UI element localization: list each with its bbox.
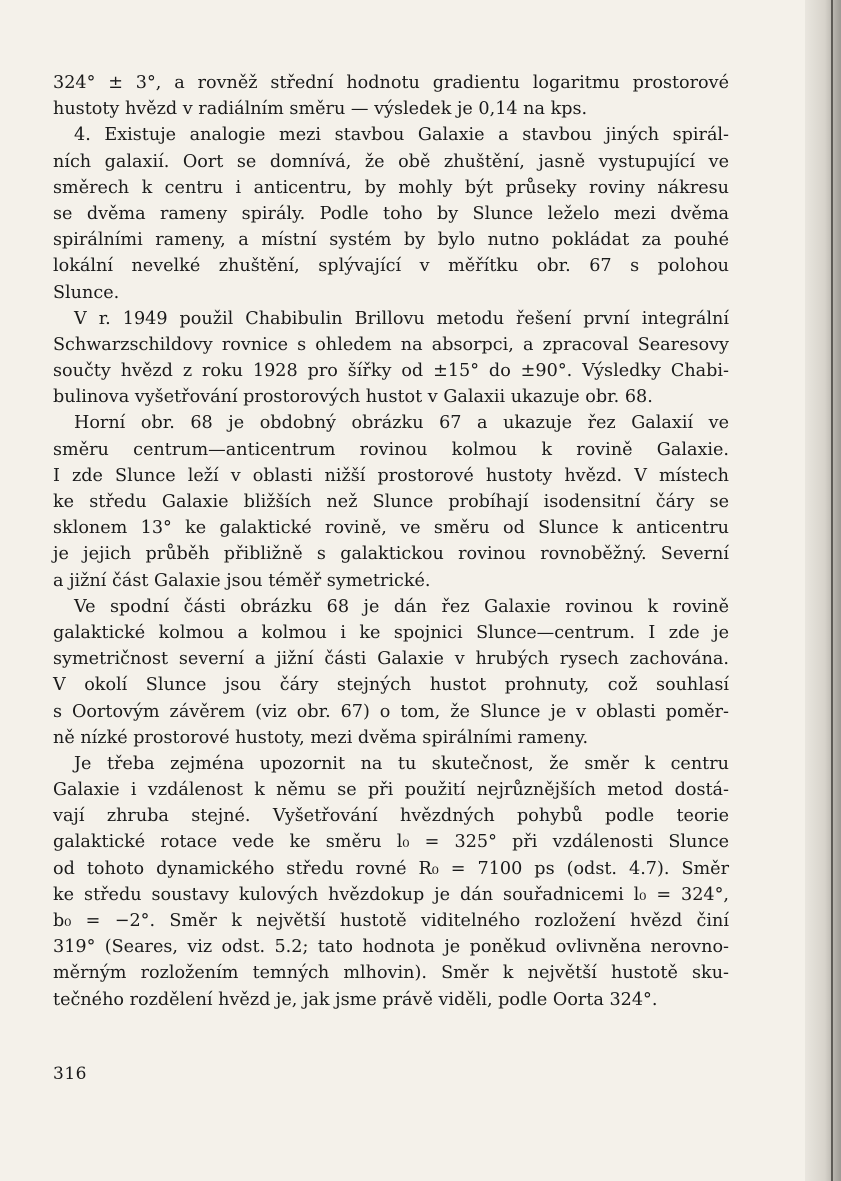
text-line: je jejich průběh přibližně s galaktickou rovinou rovnoběžný. Severní bbox=[53, 544, 729, 565]
text-line: Slunce. bbox=[53, 282, 120, 303]
text-line: V okolí Slunce jsou čáry stejných hustot prohnuty, což souhlasí bbox=[53, 675, 729, 696]
body-text bbox=[53, 70, 729, 1013]
text-line: se dvěma rameny spirály. Podle toho by Slunce leželo mezi dvěma bbox=[53, 203, 729, 224]
text-line: s Oortovým závěrem (viz obr. 67) o tom, že Slunce je v oblasti poměr- bbox=[53, 701, 729, 722]
text-line: Ve spodní části obrázku 68 je dán řez Galaxie rovinou k rovině bbox=[74, 596, 729, 617]
text-line: Galaxie i vzdálenost k němu se při použití nejrůznějších metod dostá- bbox=[53, 780, 729, 801]
text-line: b₀ = −2°. Směr k největší hustotě viditelného rozložení hvězd činí bbox=[53, 911, 729, 931]
text-line: 4. Existuje analogie mezi stavbou Galaxie a stavbou jiných spirál- bbox=[74, 125, 729, 146]
text-line: Schwarzschildovy rovnice s ohledem na absorpci, a zpracoval Searesovy bbox=[53, 334, 729, 355]
text-line: hustoty hvězd v radiálním směru — výsledek je 0,14 na kps. bbox=[53, 99, 588, 120]
text-line: sklonem 13° ke galaktické rovině, ve směru od Slunce k anticentru bbox=[53, 518, 729, 539]
text-line: galaktické kolmou a kolmou i ke spojnici Slunce—centrum. I zde je bbox=[53, 622, 729, 643]
text-line: ních galaxií. Oort se domnívá, že obě zhuštění, jasně vystupující ve bbox=[53, 151, 729, 172]
text-line: ke středu soustavy kulových hvězdokup je dán souřadnicemi l₀ = 324°, bbox=[53, 884, 729, 905]
text-line: bulinova vyšetřování prostorových hustot v Galaxii ukazuje obr. 68. bbox=[53, 387, 653, 408]
text-line: součty hvězd z roku 1928 pro šířky od ±15° do ±90°. Výsledky Chabi- bbox=[53, 361, 729, 382]
text-line: galaktické rotace vede ke směru l₀ = 325° při vzdálenosti Slunce bbox=[53, 832, 729, 853]
text-line: a jižní část Galaxie jsou téměř symetrické. bbox=[53, 570, 431, 591]
text-line: směrech k centru i anticentru, by mohly být průseky roviny nákresu bbox=[53, 177, 729, 198]
text-line: tečného rozdělení hvězd je, jak jsme právě viděli, podle Oorta 324°. bbox=[53, 989, 658, 1010]
text-line: V r. 1949 použil Chabibulin Brillovu metodu řešení první integrální bbox=[74, 308, 729, 329]
page-number: 316 bbox=[53, 1064, 87, 1084]
text-line: symetričnost severní a jižní části Galaxie v hrubých rysech zachována. bbox=[53, 649, 729, 670]
text-line: ke středu Galaxie bližších než Slunce probíhají isodensitní čáry se bbox=[53, 492, 729, 512]
text-line: měrným rozložením temných mlhovin). Směr k největší hustotě sku- bbox=[53, 963, 729, 984]
text-line: směru centrum—anticentrum rovinou kolmou k rovině Galaxie. bbox=[53, 439, 729, 460]
text-line: lokální nevelké zhuštění, splývající v měřítku obr. 67 s polohou bbox=[53, 256, 729, 277]
page-edge-shadow bbox=[805, 0, 841, 1181]
text-line: 324° ± 3°, a rovněž střední hodnotu gradientu logaritmu prostorové bbox=[53, 73, 729, 93]
text-line: vají zhruba stejné. Vyšetřování hvězdných pohybů podle teorie bbox=[53, 806, 729, 827]
text-line: od tohoto dynamického středu rovné R₀ = 7100 ps (odst. 4.7). Směr bbox=[53, 858, 729, 879]
text-line: I zde Slunce leží v oblasti nižší prostorové hustoty hvězd. V místech bbox=[53, 465, 729, 486]
text-line: Horní obr. 68 je obdobný obrázku 67 a ukazuje řez Galaxií ve bbox=[74, 413, 729, 434]
text-line: spirálními rameny, a místní systém by bylo nutno pokládat za pouhé bbox=[53, 230, 729, 251]
text-line: Je třeba zejména upozornit na tu skutečnost, že směr k centru bbox=[74, 753, 729, 774]
text-line: ně nízké prostorové hustoty, mezi dvěma spirálními rameny. bbox=[53, 727, 589, 748]
text-line: 319° (Seares, viz odst. 5.2; tato hodnota je poněkud ovlivněna nerovno- bbox=[53, 937, 729, 958]
